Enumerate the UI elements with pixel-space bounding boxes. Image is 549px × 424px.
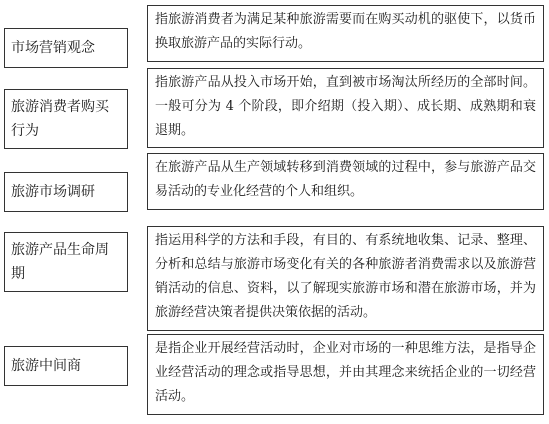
term-box-1[interactable] bbox=[4, 28, 128, 68]
term-label: 市场营销观念 bbox=[11, 40, 95, 56]
term-label: 旅游中间商 bbox=[11, 358, 81, 374]
definition-box-3[interactable] bbox=[147, 153, 544, 210]
definition-text: 指旅游产品从投入市场开始，直到被市场淘汰所经历的全部时间。一般可分为 4 个阶段，即介绍期（投入期）、成长期、成熟期和衰退期。 bbox=[155, 75, 536, 138]
term-box-4[interactable] bbox=[4, 232, 128, 292]
term-box-3[interactable] bbox=[4, 172, 128, 212]
definition-box-5[interactable] bbox=[147, 334, 544, 415]
term-box-5[interactable] bbox=[4, 346, 128, 386]
definition-box-4[interactable] bbox=[147, 226, 544, 331]
definition-text: 是指企业开展经营活动时，企业对市场的一种思维方法，是指导企业经营活动的理念或指导思想，并由其理念来统括企业的一切经营活动。 bbox=[155, 341, 536, 404]
definition-box-1[interactable] bbox=[147, 5, 544, 62]
definition-box-2[interactable] bbox=[147, 68, 544, 148]
term-label: 旅游产品生命周期 bbox=[11, 242, 109, 282]
definition-text: 指旅游消费者为满足某种旅游需要而在购买动机的驱使下，以货币换取旅游产品的实际行动。 bbox=[155, 12, 536, 51]
term-box-2[interactable] bbox=[4, 89, 128, 149]
definition-text: 在旅游产品从生产领域转移到消费领域的过程中，参与旅游产品交易活动的专业化经营的个人和组织。 bbox=[155, 160, 536, 199]
definition-text: 指运用科学的方法和手段，有目的、有系统地收集、记录、整理、分析和总结与旅游市场变化有关的各种旅游者消费需求以及旅游营销活动的信息、资料，以了解现实旅游市场和潜在旅游市场，并为旅游经营决策者提供决策依据的活动。 bbox=[155, 233, 536, 320]
term-label: 旅游消费者购买行为 bbox=[11, 99, 109, 139]
term-label: 旅游市场调研 bbox=[11, 184, 95, 200]
